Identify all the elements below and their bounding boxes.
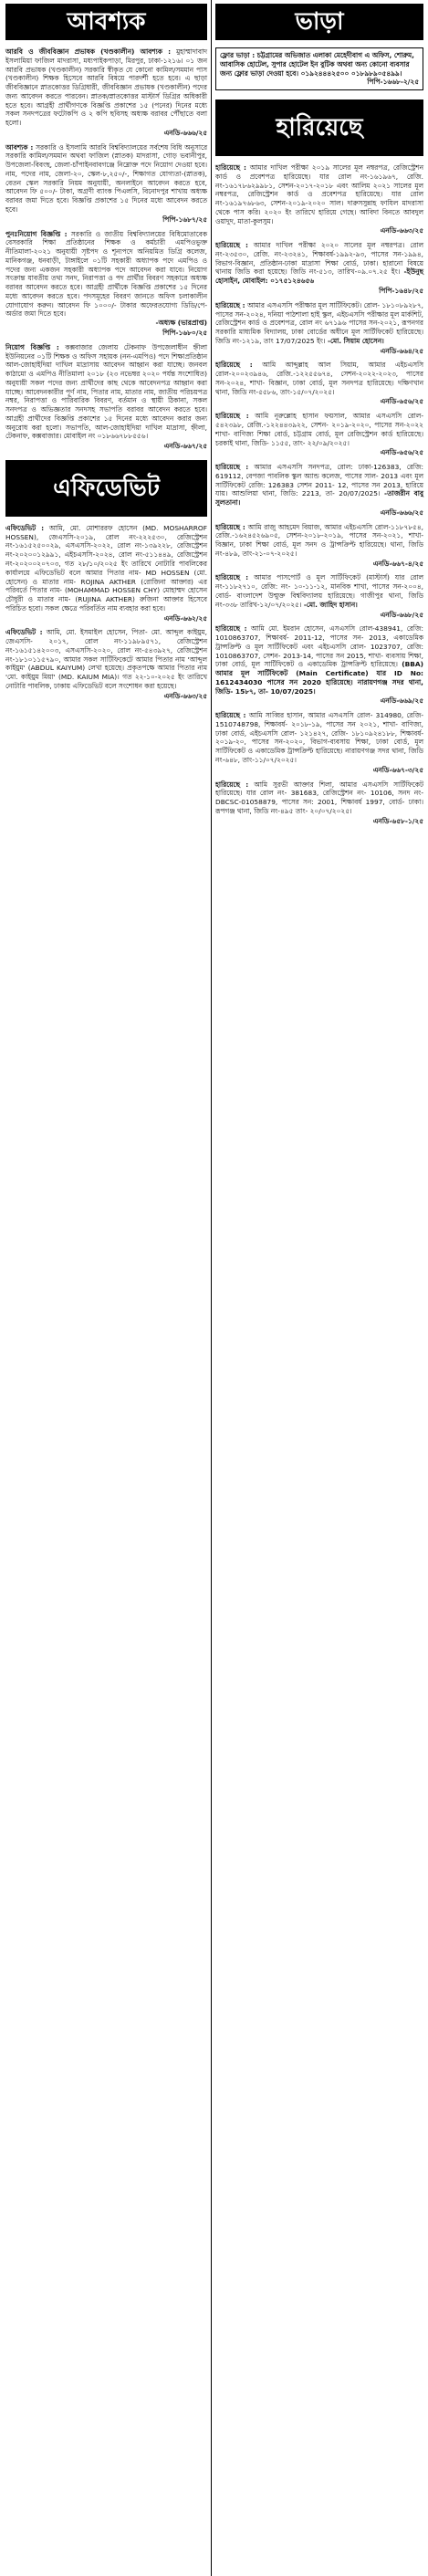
ad-heading: হারিয়েছে :: [215, 361, 253, 370]
column-divider: [211, 0, 212, 2576]
ad-heading: হারিয়েছে :: [215, 463, 249, 472]
ad-heading: হারিয়েছে :: [215, 711, 246, 720]
lost-ad: [215, 163, 423, 236]
lost-ad: [215, 624, 423, 706]
ad-text: আমার এসএসসি সনদপত্র, রোল: ঢাকা-126383, রেজি: 619112, বেপজা পাবলিক স্কুল অ্যান্ড কলেজ, পাসের সাল- 2013 এবং মূল সার্টিফিকেট রেজি: 126383 সেশন 2011- 12, পাসের সন 2013, হারিয়ে যায়। আশুলিয়া থানা, জিডি: 2213, তা- 20/07/2025।: [215, 463, 424, 498]
lost-ad: [215, 241, 423, 296]
ad-heading: ফ্লোর ভাড়া :: [220, 51, 256, 59]
ad-code: পিপি-১৬৬৮-২/২৫: [367, 78, 419, 87]
ad-heading: হারিয়েছে :: [215, 241, 248, 250]
ad-heading: এফিডেভিট :: [5, 628, 43, 637]
ad-signature: -মো. সিয়াম হোসেন।: [327, 336, 384, 345]
ad-code: এনডি-৬৬৬/২৫: [380, 508, 423, 517]
ad-text: আমি আব্দুল্লাহ আল সিয়াম, আমার এইচএসসি রোল-২০০২৩৯৪৬, রেজি.-১২২৫৫৬৭৪, সেশন-২০২২-২০২৩, পাসের সন-২০২৪, শাখা- বিজ্ঞান, ঢাকা বোর্ড, মূল সনদপত্র হারিয়েছে। দক্ষিণখান থানা, জিডি নং-৫৫৮৬, তাং-১৫/০৭/২০২৫।: [215, 361, 423, 396]
ad-signature: সভাপতি, আল-জোহাইদিয়া দাখিল মাদ্রাসা, হ্নীলা, টেকনাফ, কক্সবাজার।: [5, 423, 208, 441]
ad-heading: হারিয়েছে :: [215, 573, 249, 582]
ad-code: এনডি-৬৬৪/২৫: [380, 346, 423, 355]
affidavit-ad: [5, 628, 207, 700]
wanted-ad: [5, 230, 207, 338]
ad-text: সরকারি ও জাতীয় বিশ্ববিদ্যালয়ের বিধিমোতাবেক বেসরকারি শিক্ষা প্রতিষ্ঠানের শিক্ষক ও কর্মচারী এমপিওভুক্ত নীতিমালা-২০২১ অনুযায়ী সৃষ্টপদ ও শূন্যপদে অনিয়মিত ডিগ্রি কলেজ, মানিকগঞ্জ, ধনবাড়ী, টাঙ্গাইলে ০১টি সহকারী অধ্যাপক পদে এমপিও ও পদের জন্য একজন সহকারী অধ্যাপক পদে আবেদন করা যাবে। নিয়োগ সংক্রান্ত যাবতীয় তথ্য সনদ, নিরাপত্তা ও পদ প্রার্থীর বিবরণ সহকারে অধ্যক্ষ বরাবর আবেদন করতে হবে। আগ্রহী প্রার্থীকে বিজ্ঞপ্তি প্রকাশের ১৫ দিনের মধ্যে আবেদন করতে হবে। পদসমূহের বিবরণ জানতে অফিস চলাকালীন যোগাযোগ করুন। আবেদন ফি ১০০০/- টাকার অফেরতযোগ্য ডিডি/পে-অর্ডার জমা দিতে হবে।: [5, 229, 207, 319]
ad-signature: -ইউনুছ হোসাইন, মোবাইল: ০১৭৫১২৪৬৫৬: [215, 267, 424, 286]
ad-heading: হারিয়েছে :: [215, 780, 249, 789]
ad-text: মুহাম্মাদাবাদ ইসলামিয়া ফাজিল মাদরাসা, মধ্যপাইকপাড়া, মিরপুর, ঢাকা-১২১৬। ০১ জন আরবি প্রভাষক (খণ্ডকালীন) সরকারি স্বীকৃত যে কোনো কামিল/সমমান পাস (খণ্ডকালীন) শিক্ষক হিসেবে আরবি বিষয়ে পারদর্শী হতে হবে। এ ছাড়া জীববিজ্ঞানে স্নাতকোত্তর ডিগ্রিধারী, জীববিজ্ঞান প্রভাষক (খণ্ডকালীন) পদের জন্য আবেদন করতে পারবেন। স্নাতক/স্নাতকোত্তর মাস্টার্স ডিগ্রির অধিকারী হতে হবে। আগ্রহী প্রার্থীগণকে বিজ্ঞপ্তি প্রকাশের ১৫ (পনের) দিনের মধ্যে সকল সনদপত্রের ফটোকপি ও ২ কপি ছবিসহ অধ্যক্ষ বরাবর পৌঁছাতে বলা হলো।: [5, 47, 207, 128]
section-title-lost: হারিয়েছে: [215, 99, 423, 156]
ad-text: আমি মো. ইমরান হোসেন, এসএসসি রোল-438941, রেজি: 1010863707, শিক্ষাবর্ষ- 2011-12, পাসের সন- 2013, একাডেমিক ট্রান্সক্রিপ্ট ও মূল সার্টিফিকেট এবং এইচএসসি রোল- 1023707, রেজি: 1010863707, সেশন- 2013-14, পাসের সন 2015, শাখা- ব্যবসায় শিক্ষা, ঢাকা বোর্ড, মূল সার্টিফিকেট ও একাডেমিক ট্রান্সক্রিপ্ট হারিয়েছে।: [215, 624, 423, 669]
ad-heading: আবশ্যক :: [5, 142, 34, 152]
lost-ad: [215, 711, 423, 774]
wanted-ad: [5, 47, 207, 138]
ad-text: আমার দাখিল পরীক্ষা ২০১৯ সালের মূল নম্বরপত্র, রেজিস্ট্রেশন কার্ড ও প্রবেশপত্র হারিয়েছে। যার রোল নং-১৬১৯৬৭, রেজি. নং-১৬১৭৮৬২৯৯৮১, সেশন-২০১৭-২০১৮ এবং আলিম ২০২১ সালের মূল নম্বরপত্র, রেজিস্ট্রেশন কার্ড ও প্রবেশপত্র হারিয়েছে। যার রোল নং-১৬১৯৭৬৮৬৩, সেশন-২০১৯-২০২০ সাল। দারুসসুন্নাহ ফাযিল মাদরাসা থেকে পাস করি। ২০২০ ইং তারিখে হারিয়ে গেছে। আবিদা বিনতে আবদুল ওয়াদুদ, মাতা-কুলসুম।: [215, 163, 424, 225]
ad-heading: পুনঃনিয়োগ বিজ্ঞপ্তি :: [5, 229, 68, 238]
ad-text: আমার দাখিল পরীক্ষা ২০২০ সালের মূল নম্বরপত্র। রোল নং-২৩৫৩০, রেজি. নং-২৩২৪১, শিক্ষাবর্ষ-১৯৯২-৯৩, পাসের সন-১৯৯৪, বিভাগ-বিজ্ঞান, প্রতিষ্ঠান-ঢাকা মাদ্রাসা শিক্ষা বোর্ড, ঢাকা। হারানো বিষয়ে থানায় জিডি করা হয়েছে। জিডি নং-৫১৩, তারিখ-০৯.০৭.২৫ ইং।: [215, 241, 423, 277]
ad-heading: হারিয়েছে :: [215, 163, 246, 173]
ad-code: এনডি-৬৫৮-১/২৫: [372, 816, 423, 825]
lost-ad: [215, 361, 423, 406]
ad-heading: হারিয়েছে :: [215, 412, 249, 421]
ad-heading: হারিয়েছে :: [215, 300, 245, 309]
ad-code: এনডি-৬৬৮/২৫: [380, 610, 423, 619]
ad-code: এনডি-৬৬৭/২৫: [163, 442, 207, 451]
ad-text: আমি সুরভী আক্তার শিলা, আমার এসএসসি সার্টিফিকেট হারিয়েছে। যার রোল নং- 381683, রেজিস্ট্রেশন নং- 10106, সনদ নং- DBCSC-01058879, পাসের সন: 2001, শিক্ষাবর্ষ 1997, বোর্ড- ঢাকা। রূপগঞ্জ থানা, জিডি নং-৪৯৫ তাং- ২০/০৭/২০২৫।: [215, 780, 423, 815]
ad-contact: মোবাইল নং ০১৮৬৬৭৮৮৫৫৬।: [63, 432, 149, 441]
ad-text: আমি সাব্বির হাসান, আমার এসএসসি রোল- 314980, রেজি- 1510748798, শিক্ষাবর্ষ- ২০১৮-১৯, পাসের সন ২০২১, শাখা- বাণিজ্য, ঢাকা বোর্ড, এইচএসসি রোল- ১২১৪২৭, রেজি- ১৮১০৯২৪১৮৮, শিক্ষাবর্ষ- ২০১৯-২০, পাসের সন-২০২০, বিভাগ-ব্যবসায় শিক্ষা, ঢাকা বোর্ড, মূল সার্টিফিকেট ও একাডেমিক ট্রান্সক্রিপ্ট হারিয়েছে। নারায়ণগঞ্জ সদর থানা, জিডি নং-৬৪৮, তাং-১১/০৭/২০২৫।: [215, 711, 423, 764]
ad-code: এনডি-৬৬৯/২৫: [380, 696, 423, 706]
ad-code: এনডি-৬৬৭-৪/২৫: [372, 559, 423, 568]
right-column: [215, 0, 423, 831]
ad-code: এনডি-৬৬৬/২৫: [163, 128, 207, 137]
ad-text: আমি রাজু আহমেদ বিয়াজ, আমার এইচএসসি রোল-১১৮৭৮৫৪, রেজি.-১৬২৪৫২৬৯০৫, সেশন-২০১৮-২০১৯, পাসের সন-২০২১, শাখা-বিজ্ঞান, ঢাকা শিক্ষা বোর্ড, মূল সনদ ও ট্রান্সক্রিপ্ট হারিয়েছে। থানা, জিডি নং-৪৮৯, তাং-২১-০৭-২০২৫।: [215, 522, 423, 558]
ad-code: এনডি-৬৫৬/২৫: [380, 448, 423, 457]
ad-text: আমার এসএসসি পরীক্ষার মূল সার্টিফিকেট। রোল- ১৮১০৮৯২৮৭, পাসের সন-২০২৪, দনিয়া পাঠশালা হাই স্কুল, এইচএসসি পরীক্ষার মূল মার্কশিট, রেজিস্ট্রেশন কার্ড ও প্রবেশপত্র, রোল নং ৬৭১৯৬ পাসের সন-২০২১, রূপনগর সরকারি মাধ্যমিক বিদ্যালয়, ঢাকা বোর্ডের অধীনে মূল সার্টিফিকেট হারিয়েছে। জিডি নং-১২১৯, তাং 17/07/2025 ইং।: [215, 300, 423, 345]
ad-code: পিপি-১৬৮০/২৫: [162, 328, 207, 337]
ad-code: পিপি-১৬৪৮/২৫: [379, 287, 423, 296]
section-title-affidavit: এফিডেভিট: [5, 460, 207, 517]
section-title-wanted: আবশ্যক: [5, 4, 207, 40]
ad-text: সরকারি ও ইসলামি আরবি বিশ্ববিদ্যালয়ের সর্বশেষ বিধি অনুসারে সরকারি কামিল/সমমান অথবা ফাজিল (স্নাতক) মাদরাসা, গোড় ভবানীপুর, উপজেলা-বিবংছ, জেলা-চাঁপাইনবাবগঞ্জে নিম্নোক্ত পদে নিয়োগ দেওয়া হবে। নাম, পদের নাম, জেলা-২০, স্কেল-৮,২৫০/-, শিক্ষাগত যোগ্যতা-(স্নাতক), বেতন স্কেল সরকারি নিয়ম অনুযায়ী, অনলাইনে আবেদন করতে হবে, আবেদন ফি ৫০০/- টাকা, অগ্রণী ব্যাংক পিএলসি, বিনোদপুর শাখায় অধ্যক্ষ বরাবর জমা দিতে হবে। বিজ্ঞপ্তি প্রকাশের ১৫ দিনের মধ্যে আবেদন করতে হবে।: [5, 142, 208, 215]
left-column: [5, 0, 207, 706]
ad-heading: এফিডেভিট :: [5, 523, 45, 532]
ad-signature: -অধ্যক্ষ (ভারপ্রাপ্ত): [155, 319, 207, 328]
ad-heading: নিয়োগ বিজ্ঞপ্তি :: [5, 342, 59, 351]
ad-code: এনডি-৬৬৩/২৫: [163, 691, 207, 700]
lost-ad: [215, 301, 423, 356]
ad-code: এনডি-৬৬২/২৫: [163, 613, 207, 623]
ad-text: আমি, মো. মোশাররফ হোসেন (MD. MOSHARROF HOSSEN), জেএসসি-২০১৯, রোল নং-২২২৫৩০, রেজিস্ট্রেশন নং-১৬১৫২৫০০২৯, এসএসসি-২০২২, রোল নং-১৩৯২২৮, রেজিস্ট্রেশন নং-২০২০০১২৯৯১, এইচএসসি-২০২৪, রোল নং-৫১১৪৪৯, রেজিস্ট্রেশন নং-২০২০০২০৭০৩, গত ২৮/১০/২০২৫ ইং তারিখে নোটারি পাবলিকের কার্যালয়ে এফিডেভিট বলে আমার পিতার নাম- MD HOSSEN (মো. হোসেন) ও মাতার নাম- ROJINA AKTHER (রোজিনা আক্তার) এর পরিবর্তে পিতার নাম- (MOHAMMAD HOSSEN CHY) মোহাম্মদ হোসেন চৌধুরী ও মাতার নাম- (RUJINA AKTHER) রুজিনা আক্তার হিসেবে পরিচিত হবো। সকল ক্ষেত্রে পরিবর্তিত নাম ব্যবহার করা হবে।: [5, 523, 207, 613]
ad-heading: আরবি ও জীববিজ্ঞান প্রভাষক (খণ্ডকালীন) আবশ্যক :: [5, 47, 172, 56]
ad-code: এনডি-৬৬৭-৩/২৫: [372, 765, 423, 774]
ad-heading: হারিয়েছে :: [215, 624, 247, 634]
wanted-ad: [5, 143, 207, 225]
ad-text: চট্টগ্রামের অভিজাত এলাকা মেহেদীবাগ এ অফিস, শোরুম, আবাসিক হোটেল, সুপার হোটেল ইন বুটিক অথবা অন্য কোনো ব্যবসার জন্য ফ্লোর ভাড়া দেওয়া হবে।: [220, 51, 414, 78]
ad-code: এনডি-৬৫৬/২৫: [380, 397, 423, 406]
section-title-rent: ভাড়া: [215, 4, 423, 40]
ad-text: আমি নূরুল্লোহ হাসান ফয়সাল, আমার এসএসসি রোল- ৫৪২৩৯৮, রেজি.-১২২৪৪৩৯২২, সেশন- ২০১৯-২০২০, পাসের সন-২০২২ শাখা- বাণিজ্য শিক্ষা বোর্ড, চট্টগ্রাম বোর্ড, মূল রেজিস্ট্রেশন কার্ড হারিয়েছে। চরকাই থানা, জিডি- ১১৫৫, তাং- ২২/০৯/২০২৫।: [215, 412, 423, 447]
ad-text: আমি, মো. ইসমাইল হোসেন, পিতা- মো. আব্দুল কাইয়ুম, জেএসসি- ২০১৭, রোল নং-১১৯৮৯৫৭১, রেজিস্ট্রেশন নং-১৬১৫১৪২০০৩, এসএসসি-২০২০, রোল নং-৫৪৩৯২৭, রেজিস্ট্রেশন নং-১৮১০১১৫৭৯০, আমার সকল সার্টিফিকেটে আমার পিতার নাম 'আব্দুল কাইয়ুম' (ABDUL KAIYUM) লেখা হয়েছে। প্রকৃতপক্ষে আমার পিতার নাম 'মো. কাইয়ুম মিয়া' (MD. KAIUM MIA)। গত ২২-১০-২০২৫ ইং তারিখে নোটারি পাবলিক, ঢাকায় এফিডেভিট বলে সংশোধন করা হয়েছে।: [5, 628, 207, 690]
lost-ad: [215, 463, 423, 518]
lost-ad: [215, 523, 423, 569]
ad-id-text: (BBA) আমার মূল সার্টিফিকেট (Main Certificate) যার ID No: 1612434030 পাসের সন 2020 হারিয়েছে। নারায়ণগঞ্জ সদর থানা, জিডি- 15৮৭, তা- 10/07/2025।: [215, 660, 423, 696]
lost-ad: [215, 573, 423, 619]
ad-phones: ০১৯২৪৪৪২৫০০ ০১৮৯৮৯০৫৪৯৯।: [300, 68, 402, 78]
affidavit-ad: [5, 524, 207, 623]
ad-signature: -তাজরীন বাবু সুলতানা।: [215, 489, 423, 508]
ad-code: এনডি-৬৬৩/২৫: [380, 226, 423, 236]
lost-ad: [215, 780, 423, 826]
wanted-ad: [5, 343, 207, 451]
ad-text: আমার পাসপোর্ট ও মূল সার্টিফিকেট (মাস্টার্স) যার রোল নং-১১৮২৭১০, রেজি: নং- ১০-১১-১২, মানবিক শাখা, পাসের সন-২০০৪, বোর্ড- বাংলাদেশ উন্মুক্ত বিশ্ববিদ্যালয় হারিয়েছে। গাজীপুর থানা, জিডি নং-৩৩৮ তারিখ-১২/০৭/২০২৫।: [215, 573, 424, 609]
ad-text: কক্সবাজার জেলায় টেকনাফ উপজেলাধীন হ্নীলা ইউনিয়নের ০১টি শিক্ষক ও অফিস সহায়ক (নন-এমপিও) পদে শিক্ষাপ্রতিষ্ঠান আল-জোহাইদিয়া দাখিল মাদ্রাসায় আবেদন আহ্বান করা যাচ্ছে। জনবল কাঠামো ও এমপিও নীতিমালা ২০১৮ (২৩ নভেম্বর ২০২০ পর্যন্ত সংশোধিত) অনুযায়ী সকল পদের জন্য প্রার্থীদের কাছ থেকে আবেদনপত্র আহ্বান করা যাচ্ছে। আবেদনকারীর পূর্ণ নাম, পিতার নাম, মাতার নাম, জাতীয় পরিচয়পত্র নম্বর, নিরাপত্তা ও পারিবারিক বিবরণ, বর্তমান ও স্থায়ী ঠিকানা, সকল সনদপত্র ও অভিজ্ঞতার সনদসহ সভাপতি বরাবর আবেদন করতে হবে। আগ্রহী প্রার্থীদের বিজ্ঞপ্তি প্রকাশের ১৫ দিনের মধ্যে আবেদন করার জন্য অনুরোধ করা হলো।: [5, 342, 207, 432]
ad-heading: হারিয়েছে :: [215, 522, 245, 531]
lost-ad: [215, 412, 423, 457]
ad-signature: -মো. জাহিদ হাসান।: [303, 600, 358, 609]
ad-code: পিপি-১৬৮৭/২৫: [162, 215, 207, 224]
rent-ad: [215, 47, 423, 90]
